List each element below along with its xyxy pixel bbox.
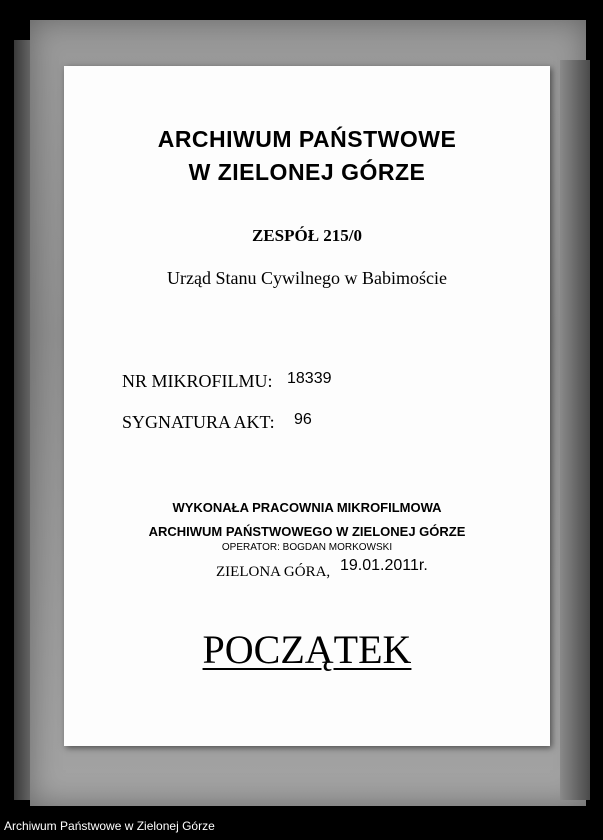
target-sheet — [64, 66, 550, 746]
microfilm-number-value: 18339 — [287, 370, 332, 387]
board-right-edge — [560, 60, 590, 800]
start-marker-word: POCZĄTEK — [202, 627, 412, 672]
archive-title-line2: W ZIELONEJ GÓRZE — [188, 159, 426, 185]
credits-line1: WYKONAŁA PRACOWNIA MIKROFILMOWA — [172, 500, 442, 515]
fonds-name: Urząd Stanu Cywilnego w Babimoście — [167, 268, 447, 288]
fonds-label: ZESPÓŁ 215/0 — [251, 226, 363, 245]
footer-caption: Archiwum Państwowe w Zielonej Górze — [0, 812, 603, 840]
credits-line2: ARCHIWUM PAŃSTWOWEGO W ZIELONEJ GÓRZE — [148, 524, 466, 539]
date-value: 19.01.2011r. — [340, 557, 428, 574]
archive-title-line1: ARCHIWUM PAŃSTWOWE — [157, 126, 457, 152]
operator-line: OPERATOR: BOGDAN MORKOWSKI — [221, 542, 393, 553]
signature-value: 96 — [294, 411, 312, 428]
microfilm-number-label: NR MIKROFILMU: — [122, 371, 273, 391]
start-marker — [64, 626, 550, 673]
place-text: ZIELONA GÓRA, — [216, 564, 331, 580]
signature-label: SYGNATURA AKT: — [122, 412, 275, 432]
